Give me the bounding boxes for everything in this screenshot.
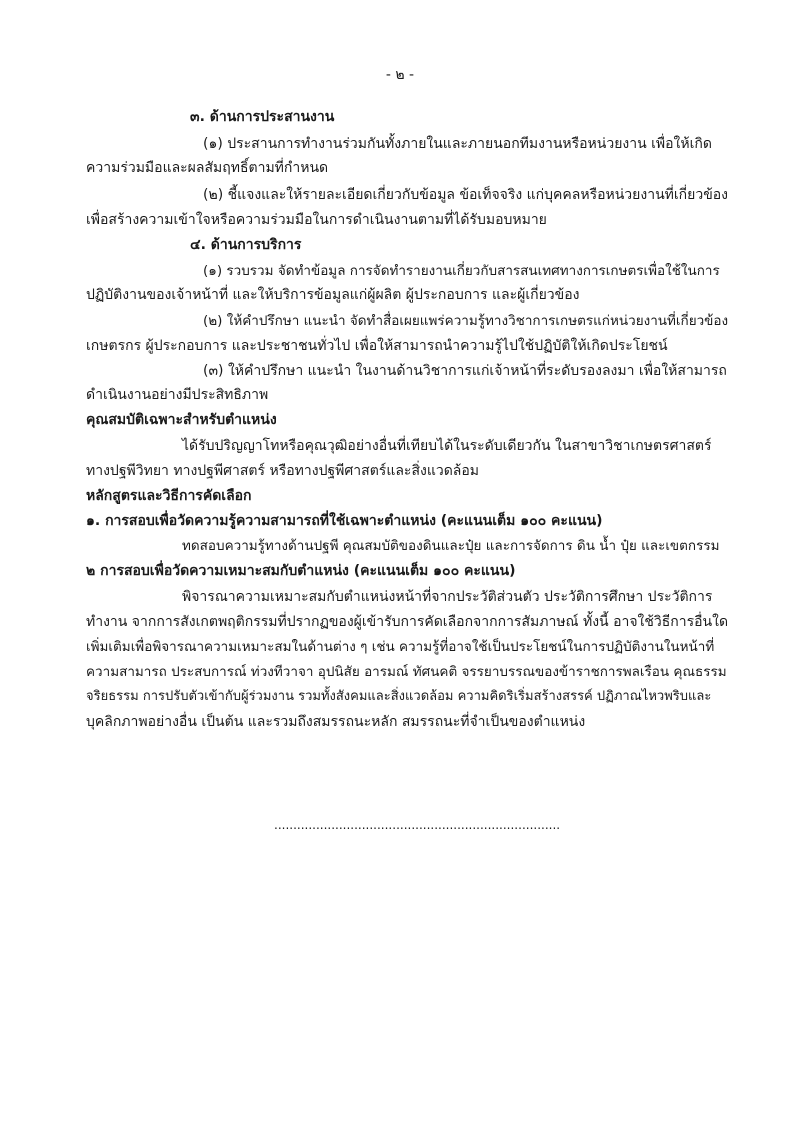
paragraph-line: (๒) ชี้แจงและให้รายละเอียดเกี่ยวกับข้อมูล ข้อเท็จจริง แก่บุคคลหรือหน่วยงานที่เกี่ยวข้อง <box>203 187 729 203</box>
paragraph-line: ความสามารถ ประสบการณ์ ท่วงทีวาจา อุปนิสัย อารมณ์ ทัศนคติ จรรยาบรรณของข้าราชการพลเรือน คุณธรรม <box>86 664 727 680</box>
paragraph-line: (๓) ให้คำปรึกษา แนะนำ ในงานด้านวิชาการแก่เจ้าหน้าที่ระดับรองลงมา เพื่อให้สามารถ <box>203 363 727 379</box>
paragraph-line: ทางปฐพีวิทยา ทางปฐพีศาสตร์ หรือทางปฐพีศาสตร์และสิ่งแวดล้อม <box>86 463 480 479</box>
paragraph-line: ทดสอบความรู้ทางด้านปฐพี คุณสมบัติของดินและปุ๋ย และการจัดการ ดิน น้ำ ปุ๋ย และเขตกรรม <box>182 538 720 554</box>
heading-service: ๔. ด้านการบริการ <box>190 237 302 253</box>
heading-exam-1: ๑. การสอบเพื่อวัดความรู้ความสามารถที่ใช้เฉพาะตำแหน่ง (คะแนนเต็ม ๑๐๐ คะแนน) <box>86 513 603 529</box>
paragraph-line: ความร่วมมือและผลสัมฤทธิ์ตามที่กำหนด <box>86 160 329 176</box>
paragraph-line: ทำงาน จากการสังเกตพฤติกรรมที่ปรากฏของผู้เข้ารับการคัดเลือกจากการสัมภาษณ์ ทั้งนี้ อาจใช้วิธีการอื่นใด <box>86 614 729 630</box>
heading-exam-2: ๒ การสอบเพื่อวัดความเหมาะสมกับตำแหน่ง (คะแนนเต็ม ๑๐๐ คะแนน) <box>86 563 516 579</box>
heading-selection-criteria: หลักสูตรและวิธีการคัดเลือก <box>86 488 252 504</box>
heading-coordination: ๓. ด้านการประสานงาน <box>190 109 335 125</box>
paragraph-line: (๑) รวบรวม จัดทำข้อมูล การจัดทำรายงานเกี่ยวกับสารสนเทศทางการเกษตรเพื่อใช้ในการ <box>203 263 720 279</box>
paragraph-line: จริยธรรม การปรับตัวเข้ากับผู้ร่วมงาน รวมทั้งสังคมและสิ่งแวดล้อม ความคิดริเริ่มสร้างสรรค์ ปฏิภาณไหวพริบและ <box>86 689 712 704</box>
paragraph-line: เกษตรกร ผู้ประกอบการ และประชาชนทั่วไป เพื่อให้สามารถนำความรู้ไปใช้ปฏิบัติให้เกิดประโยชน์ <box>86 338 668 354</box>
page-number: - ๒ - <box>385 67 415 83</box>
paragraph-line: พิจารณาความเหมาะสมกับตำแหน่งหน้าที่จากประวัติส่วนตัว ประวัติการศึกษา ประวัติการ <box>182 589 713 605</box>
paragraph-line: เพิ่มเติมเพื่อพิจารณาความเหมาะสมในด้านต่าง ๆ เช่น ความรู้ที่อาจใช้เป็นประโยชน์ในการปฏิบัติงานในหน้าที่ <box>86 639 715 655</box>
paragraph-line: บุคลิกภาพอย่างอื่น เป็นต้น และรวมถึงสมรรถนะหลัก สมรรถนะที่จำเป็นของตำแหน่ง <box>86 714 586 730</box>
heading-qualifications: คุณสมบัติเฉพาะสำหรับตำแหน่ง <box>86 412 277 428</box>
paragraph-line: (๑) ประสานการทำงานร่วมกันทั้งภายในและภายนอกทีมงานหรือหน่วยงาน เพื่อให้เกิด <box>203 136 712 152</box>
paragraph-line: ปฏิบัติงานของเจ้าหน้าที่ และให้บริการข้อมูลแก่ผู้ผลิต ผู้ประกอบการ และผู้เกี่ยวข้อง <box>86 287 580 303</box>
paragraph-line: (๒) ให้คำปรึกษา แนะนำ จัดทำสื่อเผยแพร่ความรู้ทางวิชาการเกษตรแก่หน่วยงานที่เกี่ยวข้อง <box>203 313 729 329</box>
paragraph-line: ได้รับปริญญาโทหรือคุณวุฒิอย่างอื่นที่เทียบได้ในระดับเดียวกัน ในสาขาวิชาเกษตรศาสตร์ <box>182 438 712 454</box>
paragraph-line: เพื่อสร้างความเข้าใจหรือความร่วมมือในการดำเนินงานตามที่ได้รับมอบหมาย <box>86 212 547 228</box>
paragraph-line: ดำเนินงานอย่างมีประสิทธิภาพ <box>86 387 269 403</box>
end-dotted-line: ........................................................................... <box>274 818 561 832</box>
